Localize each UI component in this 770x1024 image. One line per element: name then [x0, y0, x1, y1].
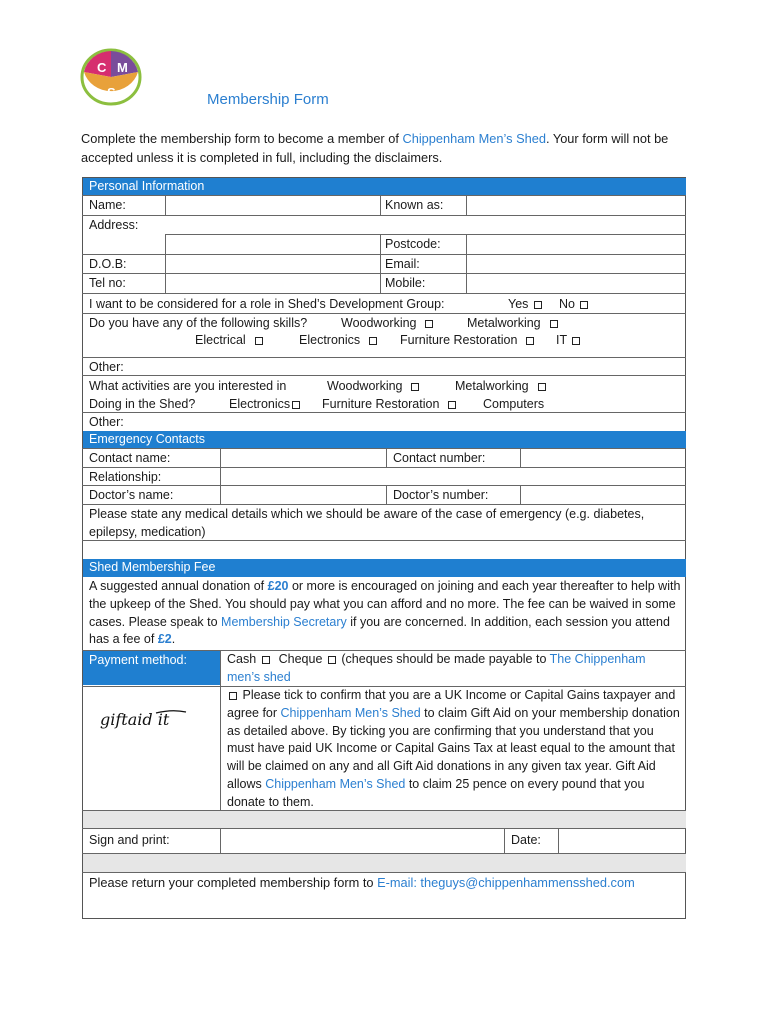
name-label: Name:: [89, 198, 126, 212]
contact-name-field[interactable]: [221, 449, 385, 466]
address-label: Address:: [89, 218, 139, 232]
logo-letter-m: M: [117, 60, 128, 75]
medical-details-field[interactable]: [83, 541, 686, 558]
checkbox[interactable]: [538, 383, 546, 391]
activity-furniture[interactable]: Furniture Restoration: [322, 396, 458, 412]
return-instructions: Please return your completed membership form to E-mail: theguys@chippenhammensshed.com: [89, 875, 635, 890]
mobile-label: Mobile:: [385, 276, 426, 290]
address-field-2[interactable]: [166, 235, 379, 253]
checkbox[interactable]: [526, 337, 534, 345]
email-field[interactable]: [467, 255, 685, 272]
doctor-number-label: Doctor’s number:: [393, 488, 489, 502]
skill-metalworking[interactable]: Metalworking: [467, 315, 560, 331]
skills-question: Do you have any of the following skills?: [89, 316, 308, 330]
giftaid-checkbox[interactable]: [229, 692, 237, 700]
section-header-emergency: Emergency Contacts: [83, 431, 686, 448]
dob-field[interactable]: [166, 255, 379, 272]
activities-question: What activities are you interested in: [89, 379, 287, 393]
tel-label: Tel no:: [89, 276, 126, 290]
cheque-option[interactable]: Cheque: [279, 652, 338, 666]
dev-group-yes[interactable]: Yes: [508, 296, 544, 312]
skill-it[interactable]: IT: [556, 332, 582, 348]
secretary-link[interactable]: Membership Secretary: [221, 614, 347, 629]
signature-field[interactable]: [221, 829, 503, 852]
checkbox[interactable]: [411, 383, 419, 391]
checkbox[interactable]: [262, 656, 270, 664]
dev-group-question: I want to be considered for a role in Shed’s Development Group:: [89, 297, 445, 311]
doctor-number-field[interactable]: [521, 486, 685, 503]
section-header-personal: Personal Information: [83, 178, 686, 195]
contact-number-field[interactable]: [521, 449, 685, 466]
activity-computers[interactable]: Computers: [483, 397, 545, 411]
checkbox[interactable]: [572, 337, 580, 345]
payment-options: Cash Cheque (cheques should be made payable to The Chippenham men’s shed: [227, 652, 646, 684]
activity-metalworking[interactable]: Metalworking: [455, 378, 548, 394]
doctor-name-label: Doctor’s name:: [89, 488, 174, 502]
other-label-2: Other:: [89, 415, 124, 429]
mobile-field[interactable]: [467, 274, 685, 292]
page-title: Membership Form: [207, 91, 329, 108]
skill-woodworking[interactable]: Woodworking: [341, 315, 435, 331]
cms-logo: [80, 48, 142, 106]
logo-letter-c: C: [97, 60, 107, 75]
known-as-label: Known as:: [385, 198, 444, 212]
payment-method-label: Payment method:: [89, 653, 187, 667]
intro-text: Complete the membership form to become a member of Chippenham Men’s Shed. Your form will not be accepted unless it is completed in full, including the disclaimers.: [81, 131, 669, 165]
dev-group-no[interactable]: No: [559, 296, 590, 312]
skill-electronics[interactable]: Electronics: [299, 332, 379, 348]
name-field[interactable]: [166, 196, 379, 214]
contact-name-label: Contact name:: [89, 451, 171, 465]
logo-letter-s: S: [107, 85, 116, 100]
relationship-field[interactable]: [221, 468, 685, 484]
spacer-row-1: [83, 811, 686, 828]
postcode-field[interactable]: [467, 235, 685, 253]
medical-details-prompt: Please state any medical details which we should be aware of the case of emergency (e.g. diabetes, epilepsy, medication): [89, 507, 645, 539]
spacer-row-2: [83, 854, 686, 872]
fee-text: A suggested annual donation of £20 or more is encouraged on joining and each year thereafter to help with the upkeep of the Shed. You should pay what you can afford and no more. The fee can be waived in some cases. Please speak to Membership Secretary if you are concerned. In addition, each session you attend has a fee of £2.: [89, 579, 681, 647]
postcode-label: Postcode:: [385, 237, 441, 251]
known-as-field[interactable]: [467, 196, 685, 214]
checkbox[interactable]: [448, 401, 456, 409]
checkbox[interactable]: [534, 301, 542, 309]
giftaid-declaration: Please tick to confirm that you are a UK Income or Capital Gains taxpayer and agree for Chippenham Men’s Shed to claim Gift Aid on your membership donation as detailed above. By ticking you are confirming that you understand that you must have paid UK Income or Capital Gains Tax at least equal to the amount that will be claimed on any and all Gift Aid donations in any given tax year. Gift Aid allows Chippenham Men’s Shed to claim 25 pence on every pound that you donate to them.: [227, 688, 680, 809]
activities-question-2: Doing in the Shed?: [89, 397, 196, 411]
dob-label: D.O.B:: [89, 257, 127, 271]
checkbox[interactable]: [369, 337, 377, 345]
shed-link[interactable]: Chippenham Men’s Shed: [402, 131, 546, 146]
checkbox[interactable]: [425, 320, 433, 328]
cash-option[interactable]: Cash: [227, 652, 272, 666]
email-link[interactable]: E-mail: theguys@chippenhammensshed.com: [377, 875, 635, 890]
checkbox[interactable]: [292, 401, 300, 409]
skill-furniture[interactable]: Furniture Restoration: [400, 332, 536, 348]
checkbox[interactable]: [255, 337, 263, 345]
doctor-name-field[interactable]: [221, 486, 385, 503]
tel-field[interactable]: [166, 274, 379, 292]
svg-text:giftaid it: giftaid it: [100, 710, 170, 729]
address-field[interactable]: [166, 216, 685, 233]
email-label: Email:: [385, 257, 420, 271]
giftaid-logo: [98, 705, 190, 733]
relationship-label: Relationship:: [89, 470, 162, 484]
checkbox[interactable]: [550, 320, 558, 328]
sign-label: Sign and print:: [89, 833, 170, 847]
contact-number-label: Contact number:: [393, 451, 486, 465]
skill-electrical[interactable]: Electrical: [195, 332, 265, 348]
activity-electronics[interactable]: Electronics: [229, 396, 302, 412]
checkbox[interactable]: [328, 656, 336, 664]
date-label: Date:: [511, 833, 541, 847]
date-field[interactable]: [559, 829, 685, 852]
other-label-1: Other:: [89, 360, 124, 374]
section-header-fee: Shed Membership Fee: [83, 559, 686, 577]
checkbox[interactable]: [580, 301, 588, 309]
activity-woodworking[interactable]: Woodworking: [327, 378, 421, 394]
